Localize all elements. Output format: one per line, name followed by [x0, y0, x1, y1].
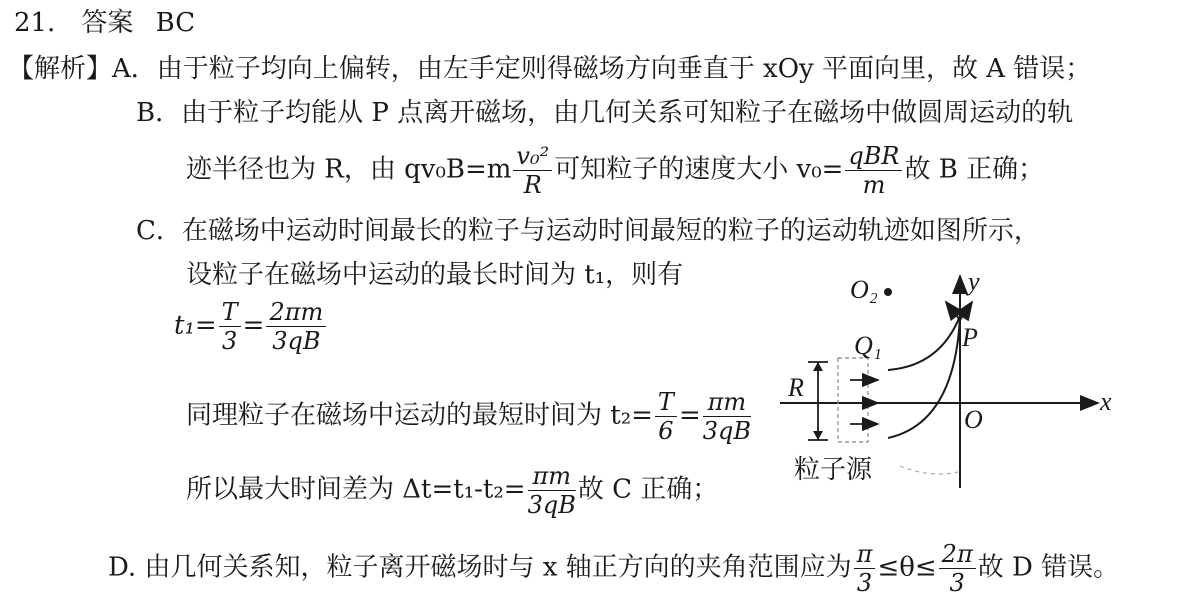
t2-pre: 同理粒子在磁场中运动的最短时间为 t₂= [186, 400, 653, 431]
t1-pre: t₁= [174, 310, 217, 341]
r-arrowhead [813, 362, 823, 371]
d-mid: ≤θ≤ [877, 552, 937, 583]
analysis-tag: 【解析】 [8, 54, 113, 84]
d-f1-denominator: 3 [856, 569, 873, 597]
t2-fraction-2 [703, 388, 751, 445]
analysis-a [8, 52, 1091, 86]
d-f2-denominator: 3 [949, 569, 965, 597]
answer-label: 答案 [81, 8, 134, 38]
dt-post: 故 C 正确； [577, 474, 719, 505]
trajectory-figure [780, 258, 1120, 498]
r-arrowhead [813, 431, 823, 440]
d-f1-numerator: π [854, 540, 876, 569]
d-f2-numerator: 2π [939, 540, 976, 569]
b-text-post: 故 B 正确； [904, 154, 1045, 185]
t1-equals: = [242, 310, 265, 341]
b-fraction-velocity [513, 142, 552, 199]
b-text-mid: 可知粒子的速度大小 v₀= [554, 154, 844, 185]
t1-f1-numerator: T [219, 298, 241, 327]
dt-denominator: 3qB [527, 491, 576, 519]
x-label: x [1100, 387, 1112, 416]
t2-f2-denominator: 3qB [702, 417, 752, 445]
dt-equation [186, 462, 718, 519]
b-fraction-speed [845, 142, 902, 199]
d-fraction-2 [939, 540, 976, 597]
dt-numerator: πm [528, 462, 576, 491]
o2-label: O₂ [850, 275, 878, 304]
question-header [14, 6, 195, 40]
exit-arrow-right [960, 302, 972, 320]
origin-label: O [964, 405, 983, 434]
r-label: R [788, 373, 804, 402]
exit-arrow-left [946, 302, 960, 320]
t2-equation [186, 388, 753, 445]
d-post: 故 D 错误。 [977, 552, 1120, 583]
source-label: 粒子源 [794, 455, 873, 484]
upper-trajectory [888, 316, 960, 370]
y-label: y [968, 267, 980, 296]
t1-fraction-2 [266, 298, 326, 355]
t2-fraction-1 [655, 388, 677, 445]
t1-f2-denominator: 3qB [272, 327, 321, 355]
t1-equation [174, 298, 328, 355]
dt-pre: 所以最大时间差为 Δt=t₁-t₂= [186, 474, 526, 505]
b-frac2-numerator: qBR [845, 142, 902, 171]
option-b-line2 [186, 142, 1044, 199]
b-frac2-denominator: m [862, 171, 886, 199]
answer-value: BC [155, 8, 196, 38]
t1-f1-denominator: 3 [222, 327, 238, 355]
b-frac1-numerator: v₀² [513, 142, 552, 171]
t2-f1-denominator: 6 [658, 417, 674, 445]
b-text-pre: 迹半径也为 R，由 qv₀B=m [186, 154, 512, 185]
d-fraction-1 [854, 540, 876, 597]
t2-f1-numerator: T [655, 388, 677, 417]
question-number: 21． [14, 8, 74, 38]
option-a-text: A．由于粒子均向上偏转，由左手定则得磁场方向垂直于 xOy 平面向里，故 A 错误； [112, 54, 1092, 84]
p-label: P [962, 323, 978, 352]
dt-fraction [528, 462, 576, 519]
option-c-line1: C．在磁场中运动时间最长的粒子与运动时间最短的粒子的运动轨迹如图所示， [136, 216, 1040, 246]
option-b-line1: B．由于粒子均能从 P 点离开磁场，由几何关系可知粒子在磁场中做圆周运动的轨 [136, 98, 1074, 128]
option-c-line2: 设粒子在磁场中运动的最长时间为 t₁，则有 [186, 260, 684, 290]
t1-f2-numerator: 2πm [266, 298, 326, 327]
dashed-arc [900, 466, 958, 474]
t2-f2-numerator: πm [703, 388, 751, 417]
lower-trajectory [888, 316, 960, 438]
t1-fraction-1 [219, 298, 241, 355]
d-pre: D. 由几何关系知，粒子离开磁场时与 x 轴正方向的夹角范围应为 [108, 552, 852, 583]
o2-point [884, 288, 892, 296]
option-d-line [108, 540, 1119, 597]
b-frac1-denominator: R [523, 171, 542, 199]
t2-equals: = [678, 400, 701, 431]
q1-label: Q₁ [854, 331, 882, 360]
source-region [838, 358, 868, 442]
